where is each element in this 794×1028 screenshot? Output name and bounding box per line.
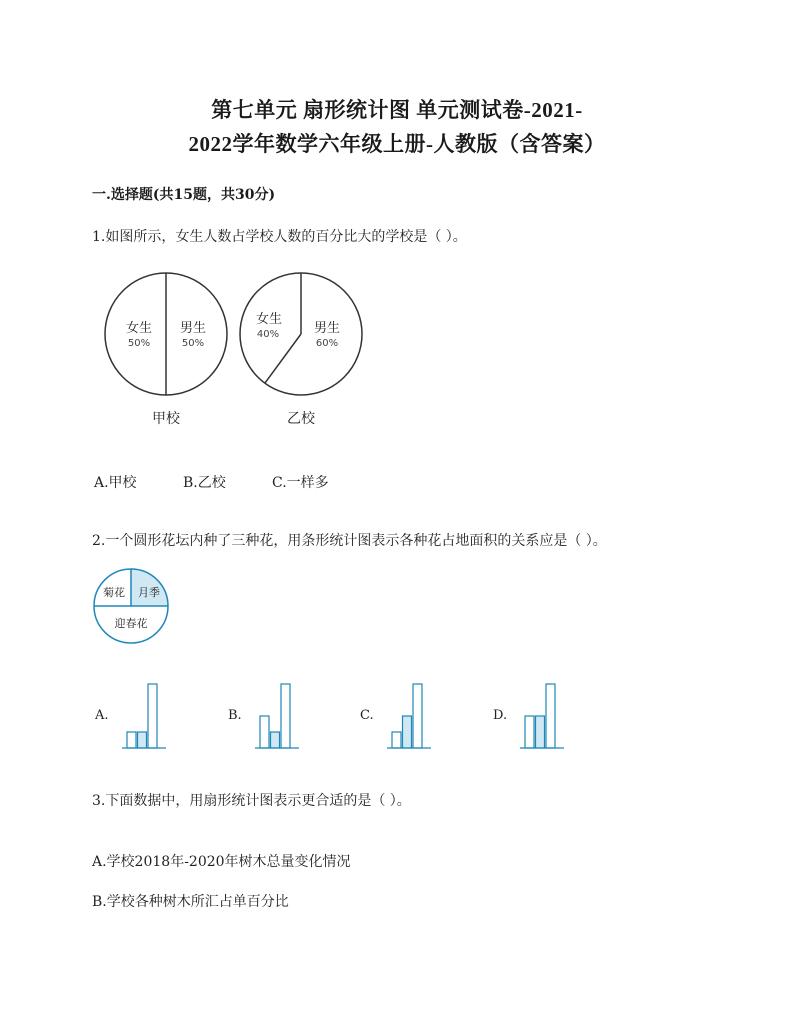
flowerbed-label-juhua: 菊花 <box>103 586 125 599</box>
q2-option-d-bar-chart <box>520 680 566 752</box>
pie-jia-caption: 甲校 <box>152 411 180 427</box>
pie-chart-yi <box>240 273 362 427</box>
question-3-text: 3.下面数据中，用扇形统计图表示更合适的是（ ）。 <box>92 793 411 809</box>
doc-title-line2: 2022学年数学六年级上册-人教版（含答案） <box>188 132 606 156</box>
question-2-text: 2.一个圆形花坛内种了三种花，用条形统计图表示各种花占地面积的关系应是（ ）。 <box>92 533 607 549</box>
q1-pie-figure <box>95 268 385 438</box>
pie-jia-girls-pct: 50% <box>127 338 151 349</box>
q2-option-d-bar-2 <box>536 716 545 748</box>
q2-option-a-label: A. <box>95 708 109 723</box>
pie-yi-boys-pct: 60% <box>315 338 339 349</box>
q3-option-b[interactable]: B.学校各种树木所汇占单百分比 <box>92 894 289 910</box>
flowerbed-label-yingchunhua: 迎春花 <box>114 617 148 630</box>
q1-option-b[interactable]: B.乙校 <box>183 475 226 491</box>
pie-jia-girls-label: 女生 <box>125 321 153 336</box>
pie-yi-boys-label: 男生 <box>313 321 341 336</box>
q2-option-c[interactable] <box>357 680 437 752</box>
q2-option-b[interactable] <box>225 680 305 752</box>
q3-option-a[interactable]: A.学校2018年-2020年树木总量变化情况 <box>92 854 351 870</box>
q2-option-c-bar-3 <box>413 684 422 748</box>
section-heading: 一.选择题(共15题，共30分) <box>92 187 276 203</box>
q1-option-c[interactable]: C.一样多 <box>272 475 329 491</box>
q2-option-c-label: C. <box>360 708 374 723</box>
pie-jia-boys-label: 男生 <box>179 321 207 336</box>
q2-option-a-bar-1 <box>127 732 136 748</box>
q2-option-a[interactable] <box>92 680 172 752</box>
pie-yi-girls-label: 女生 <box>255 312 283 327</box>
q2-option-c-bar-2 <box>403 716 412 748</box>
pie-jia-boys-pct: 50% <box>181 338 205 349</box>
q2-option-c-bar-chart <box>387 680 433 752</box>
pie-chart-jia <box>105 273 227 427</box>
q2-option-a-bar-chart <box>122 680 168 752</box>
pie-yi-girls-pct: 40% <box>256 329 280 340</box>
doc-title-line1: 第七单元 扇形统计图 单元测试卷-2021- <box>211 98 583 122</box>
flowerbed-label-yueji: 月季 <box>138 586 160 599</box>
q2-option-b-bar-1 <box>260 716 269 748</box>
q2-option-d[interactable] <box>490 680 570 752</box>
q2-option-b-label: B. <box>228 708 242 723</box>
pie-yi-caption: 乙校 <box>287 411 315 427</box>
q2-option-a-bar-3 <box>148 684 157 748</box>
q2-option-b-bar-2 <box>271 732 280 748</box>
q2-option-b-bar-chart <box>255 680 301 752</box>
pie-yi-divider-angled <box>265 334 301 383</box>
q2-option-d-bar-3 <box>546 684 555 748</box>
q2-flowerbed-figure <box>93 566 173 646</box>
q2-option-d-label: D. <box>493 708 508 723</box>
q1-option-a[interactable]: A.甲校 <box>94 475 137 491</box>
q2-option-a-bar-2 <box>138 732 147 748</box>
q2-option-d-bar-1 <box>525 716 534 748</box>
q2-option-c-bar-1 <box>392 732 401 748</box>
question-1-text: 1.如图所示，女生人数占学校人数的百分比大的学校是（ ）。 <box>92 229 467 245</box>
q2-option-b-bar-3 <box>281 684 290 748</box>
